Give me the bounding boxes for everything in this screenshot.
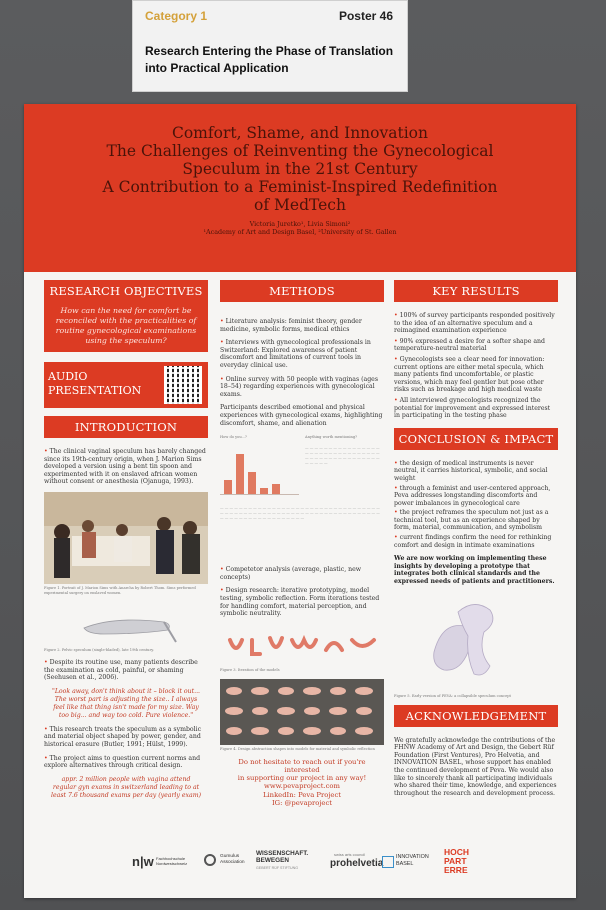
gumulus-logo: Gumulus Association: [220, 854, 245, 865]
poster-header: [24, 104, 576, 272]
acknowledgement-heading: ACKNOWLEDGEMENT: [394, 705, 558, 727]
sponsor-logos: [24, 848, 576, 894]
linkedin-link[interactable]: LinkedIn: Peva Project: [263, 790, 341, 799]
introduction-heading: INTRODUCTION: [44, 416, 208, 438]
result-item: • Gynecologists see a clear need for innovation: current options are either metal specula, which many patients find uncomfortable, or plastic versions, which may feel gentler but pose other risks such as breakage and high medical waste: [394, 356, 558, 394]
conclusion-item: • current findings confirm the need for rethinking comfort and design in intimate examinations: [394, 534, 558, 549]
intro-paragraph: • Despite its routine use, many patients describe the examination as cold, painful, or shaming (Seehusen et al., 2006).: [44, 659, 208, 682]
sims-painting: [44, 492, 208, 584]
chart-bar: [236, 454, 244, 494]
key-results-heading: KEY RESULTS: [394, 280, 558, 302]
introduction-body: [44, 448, 208, 486]
introduction-body-2: [44, 659, 208, 800]
figure-caption: Figure 4. Design abstraction shapes into models for material and symbolic reflection: [220, 746, 375, 751]
authors: [24, 220, 576, 236]
gebert-logo-sub: GEBERT RÜF STIFTUNG: [256, 866, 298, 870]
statistic-callout: appr. 2 million people with vagina attend regular gyn exams in switzerland leading to at least 7.6 thousand exams per day (yearly exam): [50, 775, 201, 799]
model-iterations: [220, 624, 384, 666]
conclusion-item: • the design of medical instruments is never neutral, it carries historical, symbolic, and social weight: [394, 460, 558, 483]
key-results-body: [394, 312, 558, 420]
poster-info-card: [132, 0, 408, 92]
figure-caption: Figure 3. Iteration of the models: [220, 667, 280, 672]
conclusion-heading: CONCLUSION & IMPACT: [394, 428, 558, 450]
qr-code-icon[interactable]: [164, 366, 202, 404]
column-middle: [220, 280, 384, 807]
website-link[interactable]: www.pevaproject.com: [264, 782, 340, 791]
audio-label-line: AUDIO: [48, 370, 88, 383]
survey-chart-right: [305, 433, 384, 506]
chart-title: How do you...?: [220, 435, 247, 440]
category-label: Category 1: [145, 9, 208, 23]
audio-label: [44, 362, 158, 408]
speculum-illustration: [44, 602, 208, 646]
prototype-photo: [394, 592, 558, 692]
research-objectives-heading: RESEARCH OBJECTIVES: [44, 280, 208, 302]
conclusion-item: • through a feminist and user-centered approach, Peva addresses longstanding discomforts and power imbalances in gynecological care: [394, 485, 558, 508]
speculum-photo: [44, 602, 208, 646]
figure-caption: Figure 1. Portrait of J. Marion Sims with Anarcha by Robert Thom. Sims performed experimental surgery on enslaved women.: [44, 585, 196, 595]
methods-item: • Competetor analysis (average, plastic, new concepts): [220, 566, 384, 581]
innovation-basel-logo: INNOVATION BASEL: [396, 854, 429, 867]
gumulus-icon: [204, 854, 216, 866]
intro-paragraph: • The project aims to question current norms and explore alternatives through critical design.: [44, 755, 208, 770]
chart-title: Anything worth mentioning?: [305, 435, 358, 440]
result-item: • All interviewed gynecologists recognized the potential for improvement and expressed interest in participating in the testing phase: [394, 397, 558, 420]
title-line: A Contribution to a Feminist-Inspired Redefinition: [102, 178, 498, 196]
category-title: Research Entering the Phase of Translation into Practical Application: [145, 44, 394, 75]
title-line: Speculum in the 21st Century: [182, 160, 418, 178]
contact-block: [220, 758, 384, 807]
methods-heading: METHODS: [220, 280, 384, 302]
chart-bar: [260, 488, 268, 494]
author-names: Victoria Juretko¹, Livia Simoni²: [249, 220, 351, 228]
methods-item: • Online survey with 50 people with vaginas (ages 18–54) regarding experiences with gynecological exams.: [220, 376, 384, 399]
patient-quote: "Look away, don't think about it – block it out... The worst part is adjusting the size.. I always feel like that thing isn't made for my size. Way too big... and way too cold. Pure violence.": [51, 687, 201, 719]
instagram-link[interactable]: IG: @pevaproject: [272, 798, 332, 807]
contact-line: in supporting our project in any way!: [237, 774, 367, 783]
title-line: of MedTech: [254, 196, 346, 214]
survey-chart-left: [220, 433, 299, 506]
research-question: How can the need for comfort be reconciled with the practicalities of routine gynecological examinations using the speculum?: [44, 302, 208, 352]
title-line: The Challenges of Reinventing the Gynecological: [106, 142, 494, 160]
figure-caption: Figure 2. Pelvic speculum (single-bladed), late 19th century.: [44, 647, 154, 652]
fhnw-logo-text: Fachhochschule Nordwestschweiz: [156, 856, 188, 866]
survey-comments: — — — — — — — — — — — — — — — — — — — — — — — — — — — — — — — — — — — — — — — — — — — — — — — — — — — — —: [305, 446, 380, 466]
column-left: [44, 280, 208, 806]
conclusion-body: [394, 460, 558, 586]
gebert-logo: WISSENSCHAFT. BEWEGEN: [256, 850, 309, 864]
column-right: [394, 280, 558, 803]
audio-label-line: PRESENTATION: [48, 384, 142, 397]
audio-presentation[interactable]: [44, 362, 208, 408]
innovation-icon: [382, 856, 394, 868]
model-shapes-photo: [220, 679, 384, 745]
prohelvetia-logo: prohelvetia: [330, 858, 384, 869]
acknowledgement-text: We gratefully acknowledge the contributions of the FHNW Academy of Art and Design, the Gebert Rüf Foundation (First Ventures), Pro Helvetia, and INNOVATION BASEL, whose support has enabled the continued development of Peva. We would also like to sincerely thank all participating individuals who shared their time, knowledge, and experiences throughout the research and development process.: [394, 736, 557, 797]
result-item: • 100% of survey participants responded positively to the idea of an alternative speculum and a reimagined examination experience: [394, 312, 558, 335]
model-shapes-illustration: [220, 679, 384, 745]
prohelvetia-subtitle: swiss arts council: [334, 852, 366, 857]
hochparterre-logo: HOCH PART ERRE: [444, 847, 470, 875]
methods-item: • Interviews with gynecological professionals in Switzerland: Explored awareness of patient discomfort and limitations of current tools in everyday clinical use.: [220, 339, 384, 369]
conclusion-item: • the project reframes the speculum not just as a technical tool, but as an experience shaped by form, material, communication, and symbolism: [394, 509, 558, 532]
poster-title: [24, 104, 576, 214]
chart-bar: [248, 472, 256, 494]
painting-illustration: [44, 492, 208, 584]
poster-number: Poster 46: [338, 9, 393, 23]
model-iterations-illustration: [220, 624, 384, 666]
survey-excerpts: — — — — — — — — — — — — — — — — — — — — — — — — — — — — — — — — — — — — — — — — — — — — — — — — — — — — — — — — — — — — — — — — — — — — — — — — — — — — — — — — — — — — — —: [220, 506, 380, 521]
title-line: Comfort, Shame, and Innovation: [171, 124, 428, 142]
affiliations: ¹Academy of Art and Design Basel, ²University of St. Gallen: [203, 228, 397, 236]
result-item: • 90% expressed a desire for a softer shape and temperature-neutral material: [394, 338, 558, 353]
chart-axis: [220, 494, 299, 495]
bar-chart: [220, 446, 299, 502]
methods-body-2: [220, 566, 384, 618]
chart-bar: [224, 480, 232, 494]
prototype-illustration: [394, 592, 558, 692]
intro-paragraph: • This research treats the speculum as a symbolic and material object shaped by power, gender, and historical erasure (Butler, 1991; Hülst, 1999).: [44, 726, 208, 749]
next-steps: We are now working on implementing these insights by developing a prototype that integrates both clinical standards and the expressed needs of patients and practitioners.: [394, 555, 555, 586]
survey-note: Participants described emotional and physical experiences with gynecological exams, highlighting discomfort, shame, and alienation: [220, 404, 383, 427]
survey-charts: [220, 433, 384, 506]
fhnw-logo: n|w: [132, 854, 154, 869]
methods-item: • Literature analysis: feminist theory, gender medicine, symbolic forms, medical ethics: [220, 318, 384, 333]
contact-line: Do not hesitate to reach out if you're interested: [238, 757, 366, 774]
methods-body: [220, 318, 384, 427]
figure-caption: Figure 5. Early version of PEVA: a collapsible speculum concept: [394, 693, 511, 698]
poster: [24, 104, 576, 898]
intro-paragraph: • The clinical vaginal speculum has barely changed since its 19th-century origin, when J. Marion Sims developed a version using a bent tin spoon and experimented with it on enslaved african women without consent or anesthesia (Ojanuga, 1993).: [44, 448, 208, 486]
methods-item: • Design research: iterative prototyping, model testing, symbolic reflection. Form iterations tested for handling comfort, material perception, and symbolic neutrality.: [220, 587, 384, 617]
chart-bar: [272, 484, 280, 494]
acknowledgement-body: [394, 737, 558, 798]
